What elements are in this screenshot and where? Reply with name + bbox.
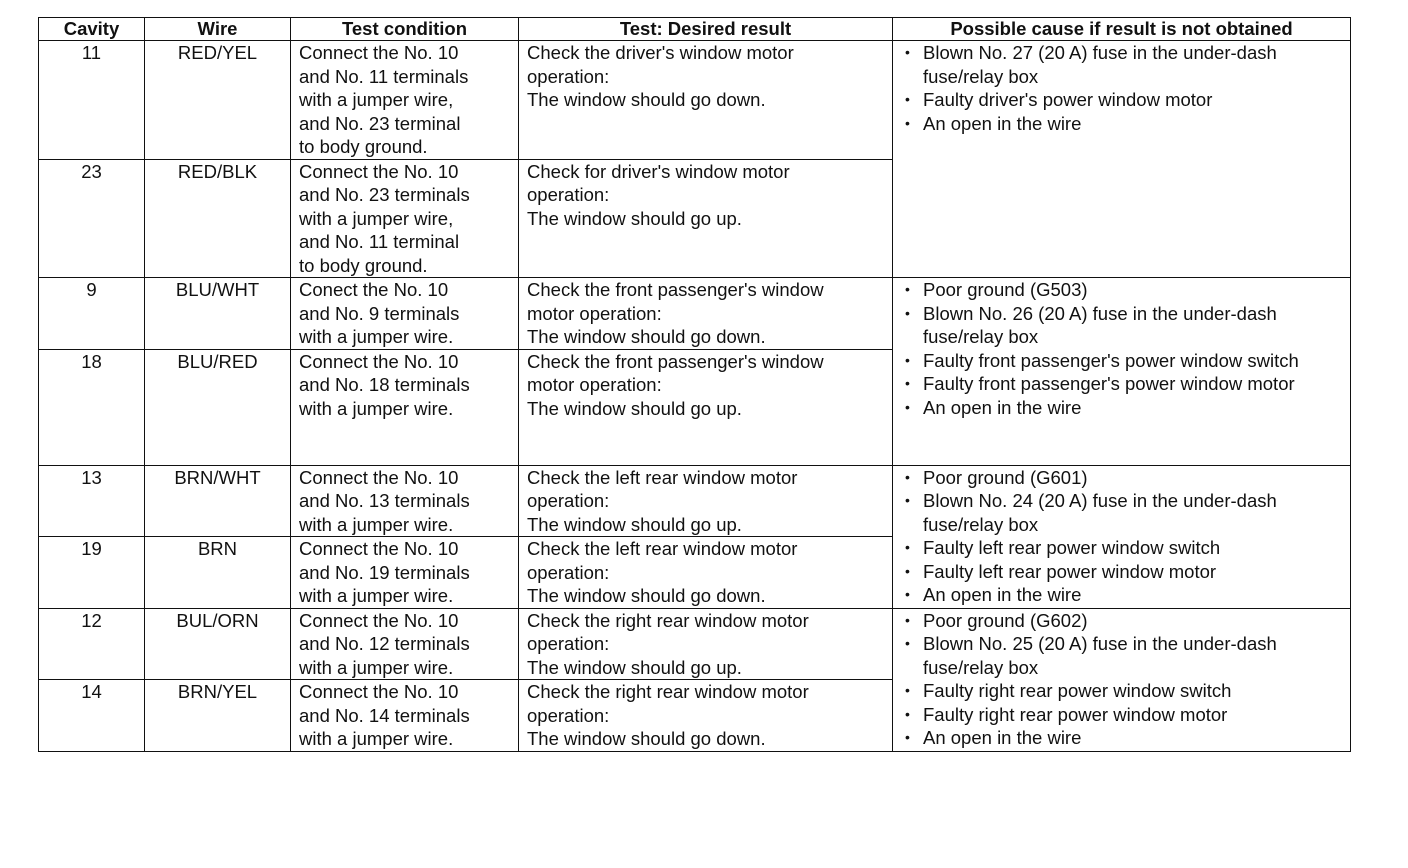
- cavity-cell: 11: [39, 41, 145, 160]
- possible-cause-cell: [893, 465, 1351, 608]
- wire-cell: BRN: [145, 537, 291, 609]
- text-line: Connect the No. 10: [299, 681, 459, 702]
- text-line: Check for driver's window motor: [527, 160, 790, 182]
- text-line: Check the driver's window motor: [527, 42, 794, 63]
- cause-item: • Faulty left rear power window switch: [901, 536, 1342, 560]
- cause-item: • An open in the wire: [901, 726, 1342, 750]
- cause-item: • An open in the wire: [901, 112, 1342, 136]
- wire-cell: RED/BLK: [145, 159, 291, 278]
- text-line: and No. 14 terminals: [299, 704, 470, 726]
- desired-result-cell: [519, 41, 893, 160]
- wire-cell: RED/YEL: [145, 41, 291, 160]
- header-test-condition: Test condition: [291, 18, 519, 41]
- desired-result-cell: [519, 349, 893, 465]
- test-condition-cell: [291, 41, 519, 160]
- text-line: with a jumper wire.: [299, 585, 454, 606]
- header-cavity: Cavity: [39, 18, 145, 41]
- table-row: [39, 41, 1351, 160]
- cavity-cell: 13: [39, 465, 145, 537]
- text-line: to body ground.: [299, 254, 428, 276]
- text-line: with a jumper wire.: [299, 397, 454, 419]
- test-condition-cell: [291, 278, 519, 350]
- text-line: Connect the No. 10: [299, 538, 459, 559]
- diagnosis-table: [38, 17, 1351, 752]
- text-line: motor operation:: [527, 302, 662, 324]
- text-line: motor operation:: [527, 374, 662, 395]
- cause-item: • An open in the wire: [901, 583, 1342, 607]
- text-line: and No. 11 terminals: [299, 65, 469, 87]
- text-line: with a jumper wire,: [299, 89, 454, 110]
- text-line: and No. 19 terminals: [299, 561, 470, 583]
- text-line: with a jumper wire.: [299, 728, 454, 749]
- text-line: with a jumper wire,: [299, 207, 454, 229]
- text-line: The window should go up.: [527, 656, 742, 678]
- possible-cause-cell: [893, 608, 1351, 751]
- text-line: operation:: [527, 561, 610, 583]
- text-line: Check the right rear window motor: [527, 609, 809, 631]
- table-row: [39, 608, 1351, 680]
- text-line: with a jumper wire.: [299, 513, 454, 535]
- test-condition-cell: [291, 680, 519, 752]
- text-line: with a jumper wire.: [299, 326, 454, 347]
- text-line: Connect the No. 10: [299, 609, 459, 631]
- text-line: Check the front passenger's window: [527, 279, 824, 300]
- desired-result-cell: [519, 465, 893, 537]
- cause-item: • Faulty front passenger's power window motor: [901, 372, 1342, 396]
- text-line: The window should go up.: [527, 513, 742, 535]
- cause-item: • Faulty driver's power window motor: [901, 88, 1342, 112]
- text-line: The window should go down.: [527, 585, 766, 606]
- cause-item: • Faulty right rear power window motor: [901, 703, 1342, 727]
- header-wire: Wire: [145, 18, 291, 41]
- text-line: Check the left rear window motor: [527, 538, 798, 559]
- desired-result-cell: [519, 159, 893, 278]
- test-condition-cell: [291, 349, 519, 465]
- cause-item: • Faulty left rear power window motor: [901, 560, 1342, 584]
- text-line: operation:: [527, 633, 610, 654]
- cause-item: • Blown No. 25 (20 A) fuse in the under-dash fuse/relay box: [901, 632, 1342, 679]
- cause-list: [901, 466, 1342, 607]
- text-line: Connect the No. 10: [299, 466, 459, 488]
- text-line: The window should go up.: [527, 397, 742, 419]
- cavity-cell: 9: [39, 278, 145, 350]
- cause-item: • Blown No. 26 (20 A) fuse in the under-dash fuse/relay box: [901, 302, 1342, 349]
- text-line: The window should go down.: [527, 326, 766, 347]
- text-line: The window should go up.: [527, 207, 742, 229]
- text-line: to body ground.: [299, 136, 428, 157]
- text-line: and No. 23 terminal: [299, 112, 461, 134]
- desired-result-cell: [519, 680, 893, 752]
- text-line: operation:: [527, 65, 610, 87]
- text-line: The window should go down.: [527, 89, 766, 110]
- cause-list: [901, 609, 1342, 750]
- cause-item: • Blown No. 27 (20 A) fuse in the under-dash fuse/relay box: [901, 41, 1342, 88]
- text-line: Check the left rear window motor: [527, 466, 798, 488]
- cause-list: [901, 278, 1342, 419]
- test-condition-cell: [291, 537, 519, 609]
- wire-cell: BRN/YEL: [145, 680, 291, 752]
- text-line: Connect the No. 10: [299, 42, 459, 63]
- text-line: Connect the No. 10: [299, 350, 459, 372]
- text-line: operation:: [527, 490, 610, 511]
- header-row: [39, 18, 1351, 41]
- desired-result-cell: [519, 608, 893, 680]
- desired-result-cell: [519, 537, 893, 609]
- text-line: with a jumper wire.: [299, 656, 454, 678]
- test-condition-cell: [291, 608, 519, 680]
- wire-cell: BRN/WHT: [145, 465, 291, 537]
- wire-cell: BLU/WHT: [145, 278, 291, 350]
- test-condition-cell: [291, 159, 519, 278]
- text-line: Conect the No. 10: [299, 279, 449, 300]
- text-line: Check the right rear window motor: [527, 681, 809, 702]
- cavity-cell: 23: [39, 159, 145, 278]
- text-line: operation:: [527, 704, 610, 726]
- header-possible-cause: Possible cause if result is not obtained: [893, 18, 1351, 41]
- text-line: and No. 11 terminal: [299, 231, 460, 252]
- text-line: and No. 12 terminals: [299, 633, 470, 654]
- cause-item: • Poor ground (G503): [901, 278, 1342, 302]
- wire-cell: BLU/RED: [145, 349, 291, 465]
- text-line: and No. 18 terminals: [299, 374, 470, 395]
- text-line: The window should go down.: [527, 728, 766, 749]
- text-line: and No. 23 terminals: [299, 184, 470, 205]
- text-line: operation:: [527, 184, 610, 205]
- cavity-cell: 12: [39, 608, 145, 680]
- cavity-cell: 18: [39, 349, 145, 465]
- cause-item: • Blown No. 24 (20 A) fuse in the under-dash fuse/relay box: [901, 489, 1342, 536]
- cause-list: [901, 41, 1342, 135]
- desired-result-cell: [519, 278, 893, 350]
- cause-item: • Poor ground (G601): [901, 466, 1342, 490]
- table-row: [39, 465, 1351, 537]
- header-desired-result: Test: Desired result: [519, 18, 893, 41]
- cause-item: • Poor ground (G602): [901, 609, 1342, 633]
- table-row: [39, 278, 1351, 350]
- text-line: and No. 9 terminals: [299, 302, 460, 324]
- text-line: and No. 13 terminals: [299, 490, 470, 511]
- test-condition-cell: [291, 465, 519, 537]
- text-line: Check the front passenger's window: [527, 350, 824, 372]
- cavity-cell: 19: [39, 537, 145, 609]
- wire-cell: BUL/ORN: [145, 608, 291, 680]
- possible-cause-cell: [893, 278, 1351, 466]
- cause-item: • Faulty right rear power window switch: [901, 679, 1342, 703]
- text-line: Connect the No. 10: [299, 160, 459, 182]
- cause-item: • Faulty front passenger's power window switch: [901, 349, 1342, 373]
- possible-cause-cell: [893, 41, 1351, 278]
- cavity-cell: 14: [39, 680, 145, 752]
- cause-item: • An open in the wire: [901, 396, 1342, 420]
